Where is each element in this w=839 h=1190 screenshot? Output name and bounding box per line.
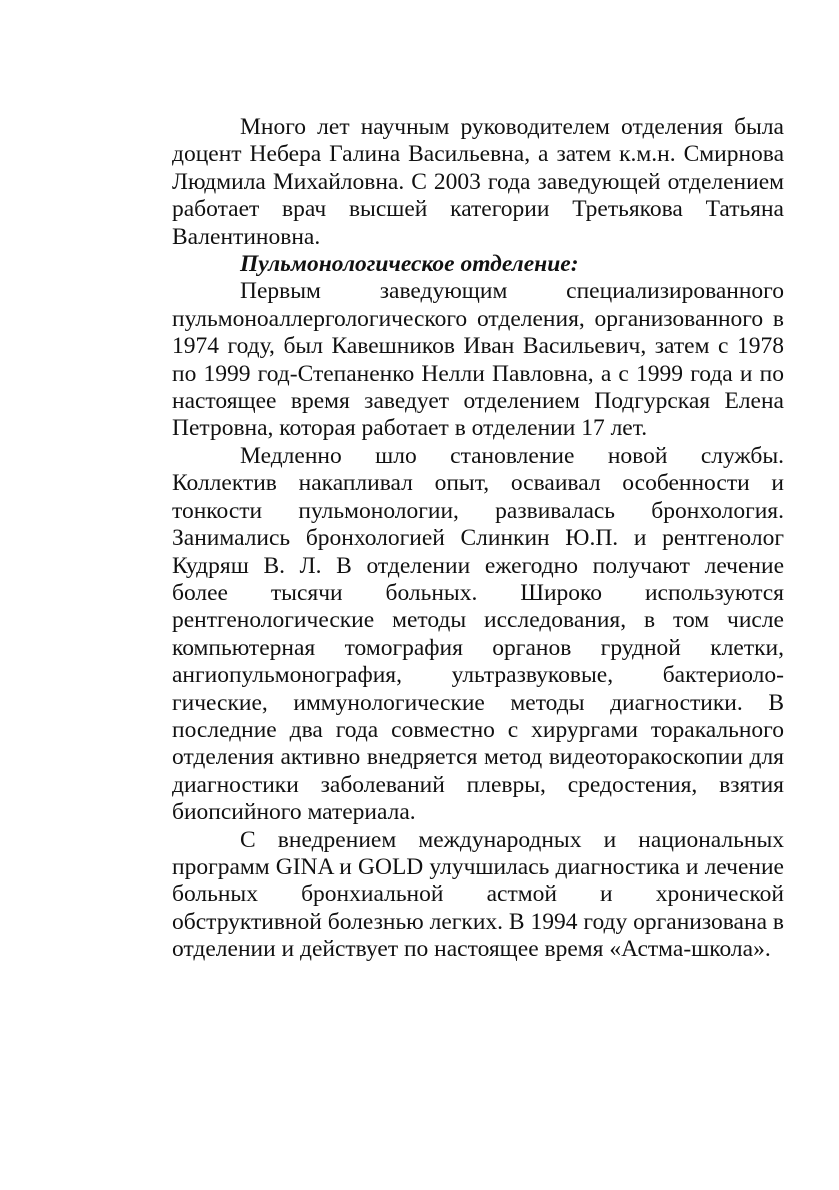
paragraph-service-development: Медленно шло становление новой службы. Коллектив накапливал опыт, осваивал особенности и тонкости пульмонологии, развивалась бронхология. Занимались бронхологией Слинкин Ю.П. и рентгенолог Кудряш В. Л. В отделении ежегодно получают лечение более тысячи больных. Широко используются рентгенологические методы исследования, в том числе компьютерная томография органов грудной клетки, ангиопульмонография, ультразвуковые, бактериологические, иммунологические методы диагностики. В последние два года совместно с хирургами торакального отделения активно внедряется метод видеоторакоскопии для диагностики заболеваний плевры, средостения, взятия биопсийного материала. xyxy=(172,442,784,826)
paragraph-department-heads: Много лет научным руководителем отделения была доцент Небера Галина Васильевна, а затем к.м.н. Смирнова Людмила Михайловна. С 2003 года заведующей отделением работает врач высшей категории Третьякова Татьяна Валентиновна. xyxy=(172,114,784,250)
section-heading-pulmonology: Пульмонологическое отделение: xyxy=(240,251,579,278)
document-page xyxy=(172,114,784,964)
paragraph-international-programs: С внедрением международных и национальных программ GINA и GOLD улучшилась диагностика и лечение больных бронхиальной астмой и хронической обструктивной болезнью легких. В 1994 году организована в отделении и действует по настоящее время «Астма-школа». xyxy=(172,826,784,963)
paragraph-pulmonology-history: Первым заведующим специализированного пульмоноаллергологического отделения, организованного в 1974 году, был Кавешников Иван Васильевич, затем с 1978 по 1999 год-Степаненко Нелли Павловна, а с 1999 года и по настоящее время заведует отделением Подгурская Елена Петровна, которая работает в отделении 17 лет. xyxy=(172,278,784,442)
